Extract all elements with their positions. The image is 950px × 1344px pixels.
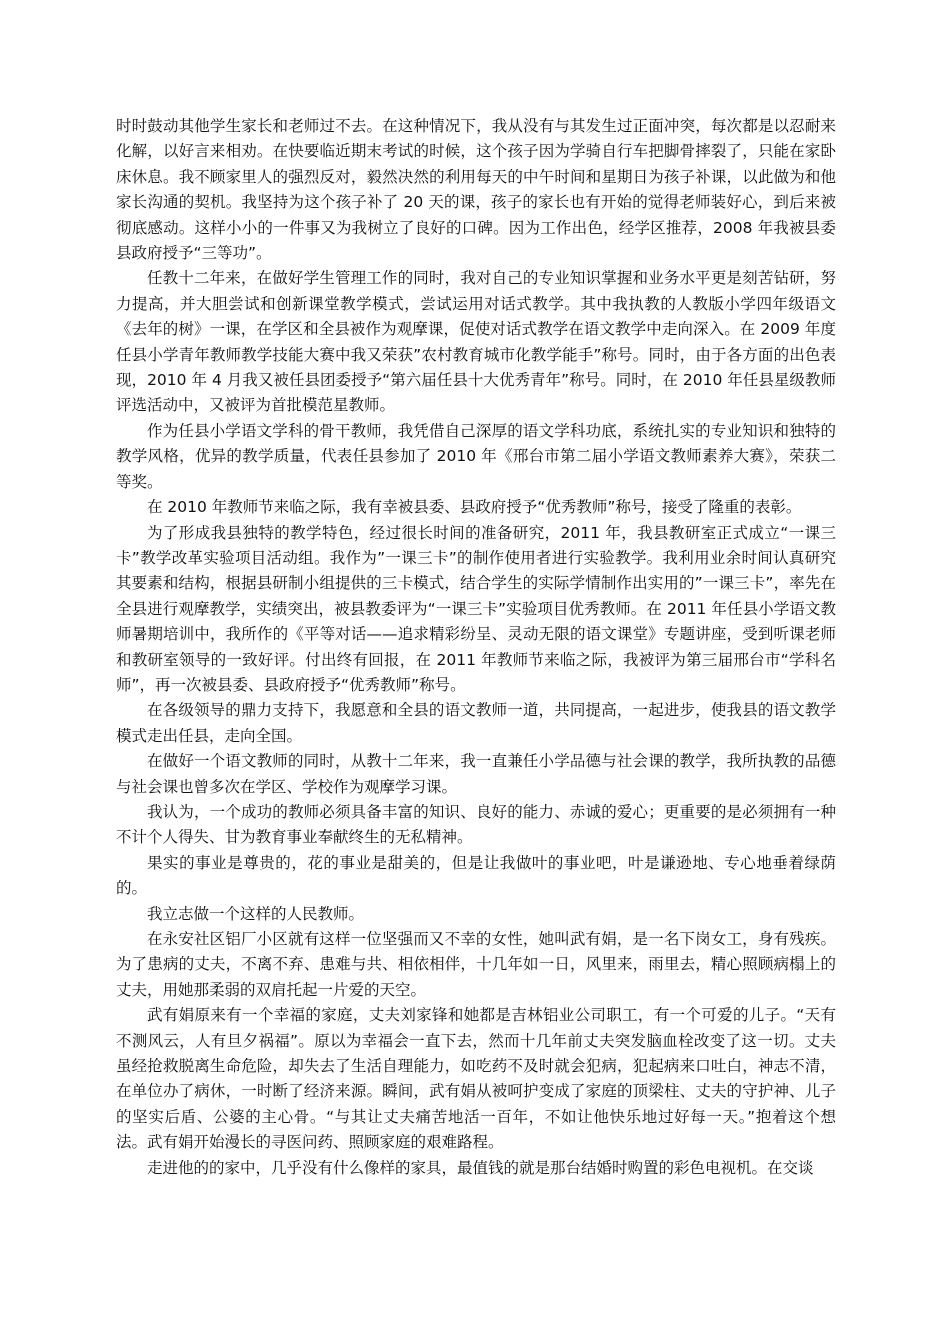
- paragraph-10: 我立志做一个这样的人民教师。: [147, 904, 365, 923]
- paragraph-11: 在永安社区铝厂小区就有这样一位坚强而又不幸的女性，她叫武有娟，是一名下岗女工，身有残疾。为了患病的丈夫，不离不弃、患难与共、相依相伴，十几年如一日，风里来，雨里去，精心照顾病榻上的丈夫，用她那柔弱的双肩托起一片爱的天空。: [116, 930, 836, 999]
- paragraph-7: 在做好一个语文教师的同时，从教十二年来，我一直兼任小学品德与社会课的教学，我所执教的品德与社会课也曾多次在学区、学校作为观摩学习课。: [116, 752, 836, 796]
- paragraph-1: 时时鼓动其他学生家长和老师过不去。在这种情况下，我从没有与其发生过正面冲突，每次都是以忍耐来化解，以好言来相劝。在快要临近期末考试的时候，这个孩子因为学骑自行车把脚骨摔裂了，只能在家卧床休息。我不顾家里人的强烈反对，毅然决然的利用每天的中午时间和星期日为孩子补课，以此做为和他家长沟通的契机。我坚持为这个孩子补了 20 天的课，孩子的家长也有开始的觉得老师装好心，到后来被彻底感动。这样小小的一件事又为我树立了良好的口碑。因为工作出色，经学区推荐，2008 年我被县委县政府授予“三等功”。: [116, 117, 836, 263]
- paragraph-4: 在 2010 年教师节来临之际，我有幸被县委、县政府授予“优秀教师”称号，接受了隆重的表彰。: [147, 498, 802, 517]
- paragraph-6: 在各级领导的鼎力支持下，我愿意和全县的语文教师一道，共同提高，一起进步，使我县的语文教学模式走出任县，走向全国。: [116, 701, 836, 745]
- paragraph-8: 我认为，一个成功的教师必须具备丰富的知识、良好的能力、赤诚的爱心；更重要的是必须拥有一种不计个人得失、甘为教育事业奉献终生的无私精神。: [116, 802, 836, 847]
- document-body: [116, 114, 836, 1181]
- paragraph-2: 任教十二年来，在做好学生管理工作的同时，我对自己的专业知识掌握和业务水平更是刻苦钻研，努力提高，并大胆尝试和创新课堂教学模式，尝试运用对话式教学。其中我执教的人教版小学四年级语文《去年的树》一课，在学区和全县被作为观摩课，促使对话式教学在语文教学中走向深入。在 2009 年度任县小学青年教师教学技能大赛中我又荣获”农村教育城市化教学能手”称号。同时，由于各方面的出色表现，2010 年 4 月我又被任县团委授予“第六届任县十大优秀青年”称号。同时，在 2010 年任县星级教师评选活动中，又被评为首批模范星教师。: [116, 269, 836, 415]
- paragraph-12: 武有娟原来有一个幸福的家庭，丈夫刘家锋和她都是吉林铝业公司职工，有一个可爱的儿子。“天有不测风云，人有旦夕祸福”。原以为幸福会一直下去，然而十几年前丈夫突发脑血栓改变了这一切。丈夫虽经抢救脱离生命危险，却失去了生活自理能力，如吃药不及时就会犯病，犯起病来口吐白，神志不清，在单位办了病休，一时断了经济来源。瞬间，武有娟从被呵护变成了家庭的顶梁柱、丈夫的守护神、儿子的坚实后盾、公婆的主心骨。“与其让丈夫痛苦地活一百年，不如让他快乐地过好每一天。”抱着这个想法。武有娟开始漫长的寻医问药、照顾家庭的艰难路程。: [116, 1006, 836, 1152]
- paragraph-13: 走进他的的家中，几乎没有什么像样的家具，最值钱的就是那台结婚时购置的彩色电视机。在交谈: [147, 1158, 814, 1177]
- paragraph-5: 为了形成我县独特的教学特色，经过很长时间的准备研究，2011 年，我县教研室正式成立“一课三卡”教学改革实验项目活动组。我作为”一课三卡”的制作使用者进行实验教学。我利用业余时间认真研究其要素和结构，根据县研制小组提供的三卡模式，结合学生的实际学情制作出实用的”一课三卡”，率先在全县进行观摩教学，实绩突出，被县教委评为“一课三卡”实验项目优秀教师。在 2011 年任县小学语文教师暑期培训中，我所作的《平等对话——追求精彩纷呈、灵动无限的语文课堂》专题讲座，受到听课老师和教研室领导的一致好评。付出终有回报，在 2011 年教师节来临之际，我被评为第三届邢台市“学科名师”，再一次被县委、县政府授予“优秀教师”称号。: [116, 523, 836, 694]
- paragraph-9: 果实的事业是尊贵的，花的事业是甜美的，但是让我做叶的事业吧，叶是谦逊地、专心地垂着绿荫的。: [116, 853, 836, 898]
- paragraph-3: 作为任县小学语文学科的骨干教师，我凭借自己深厚的语文学科功底，系统扎实的专业知识和独特的教学风格，优异的教学质量，代表任县参加了 2010 年《邢台市第二届小学语文教师素养大赛》，荣获二等奖。: [116, 421, 836, 491]
